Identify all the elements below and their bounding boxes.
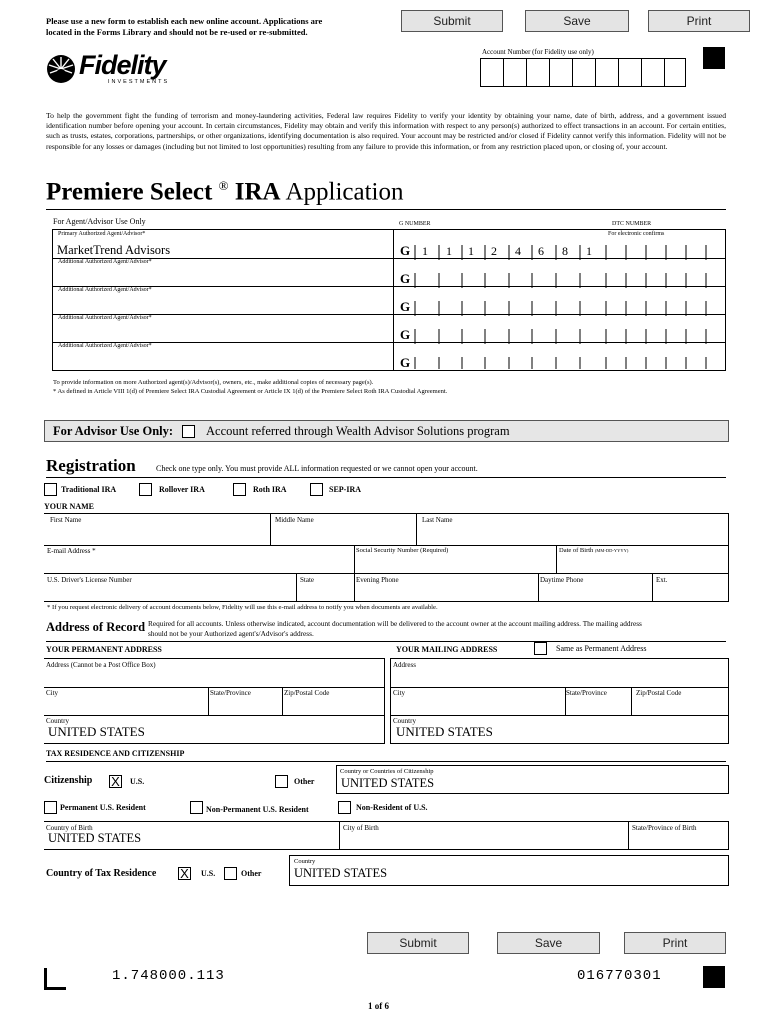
roth-ira-checkbox[interactable] bbox=[233, 483, 246, 496]
citizenship-other-label: Other bbox=[294, 777, 315, 786]
first-name-field[interactable]: First Name bbox=[50, 516, 82, 524]
tax-residence-label: Country of Tax Residence bbox=[46, 868, 157, 879]
daytime-phone-field[interactable]: Daytime Phone bbox=[540, 576, 584, 584]
address-note-1: Required for all accounts. Unless otherwise indicated, account documentation will be delivered to the account owner at the account mailing address. The mailing address bbox=[148, 619, 642, 628]
account-number-label: Account Number (for Fidelity use only) bbox=[482, 48, 594, 56]
g-prefix-row-1: G bbox=[400, 243, 411, 258]
g-digit: 8 bbox=[562, 244, 568, 258]
corner-mark-bottom-right bbox=[703, 966, 725, 988]
permanent-resident-label: Permanent U.S. Resident bbox=[60, 803, 146, 812]
same-as-permanent-checkbox[interactable] bbox=[534, 642, 547, 655]
g-digit: 1 bbox=[586, 244, 592, 258]
tax-residence-us-checkbox[interactable]: X bbox=[178, 867, 191, 880]
tax-residence-header: TAX RESIDENCE AND CITIZENSHIP bbox=[46, 749, 185, 758]
ssn-field[interactable]: Social Security Number (Required) bbox=[356, 547, 449, 554]
g-prefix-row-3: G bbox=[400, 299, 411, 314]
g-number-tick-grid bbox=[410, 240, 726, 370]
sep-ira-label: SEP-IRA bbox=[329, 485, 362, 494]
dob-format-hint: (MM-DD-YYYY) bbox=[594, 548, 629, 553]
title-part-1: Premiere Select bbox=[46, 178, 213, 206]
registration-title: Registration bbox=[46, 456, 136, 475]
sep-ira-checkbox[interactable] bbox=[310, 483, 323, 496]
logo-subtitle: INVESTMENTS bbox=[108, 79, 170, 85]
g-number-label: G NUMBER bbox=[399, 221, 431, 227]
roth-ira-label: Roth IRA bbox=[253, 485, 287, 494]
notice-line-1: Please use a new form to establish each new online account. Applications are bbox=[46, 16, 323, 26]
print-button-bottom[interactable]: Print bbox=[624, 932, 726, 954]
fidelity-starburst-icon bbox=[46, 54, 76, 84]
tax-residence-country-label: Country bbox=[294, 858, 316, 865]
agent-note-1: To provide information on more Authorized agent(s)/Advisor(s), owners, etc., make additional copies of necessary page(s). bbox=[53, 379, 374, 386]
title-part-2: IRA bbox=[234, 178, 281, 206]
g-digit: 1 bbox=[422, 244, 428, 258]
birth-info-table bbox=[44, 821, 729, 850]
country-of-birth-input[interactable]: UNITED STATES bbox=[48, 831, 142, 845]
phone-ext-field[interactable]: Ext. bbox=[656, 576, 668, 584]
primary-agent-input[interactable]: MarketTrend Advisors bbox=[57, 243, 171, 257]
tax-residence-us-label: U.S. bbox=[201, 869, 216, 878]
city-of-birth-field[interactable]: City of Birth bbox=[343, 824, 379, 832]
citizenship-us-checkbox[interactable]: X bbox=[109, 775, 122, 788]
same-as-permanent-label: Same as Permanent Address bbox=[556, 644, 647, 653]
submit-button[interactable]: Submit bbox=[401, 10, 503, 32]
fidelity-logo bbox=[46, 52, 196, 88]
last-name-field[interactable]: Last Name bbox=[422, 516, 453, 524]
page-title bbox=[46, 178, 403, 206]
g-digit: 6 bbox=[538, 244, 544, 258]
notice-line-2: located in the Forms Library and should not be re-used or re-submitted. bbox=[46, 27, 308, 37]
form-notice bbox=[46, 16, 322, 38]
mailing-city-field[interactable]: City bbox=[393, 689, 406, 697]
citizenship-countries-input[interactable]: UNITED STATES bbox=[341, 776, 435, 790]
registered-mark: ® bbox=[218, 178, 229, 193]
country-of-birth-label: Country of Birth bbox=[46, 824, 93, 832]
license-state-field[interactable]: State bbox=[300, 576, 314, 584]
permanent-address-field[interactable]: Address (Cannot be a Post Office Box) bbox=[46, 661, 156, 669]
account-number-field[interactable] bbox=[480, 58, 686, 87]
permanent-city-field[interactable]: City bbox=[46, 689, 59, 697]
corner-mark-bottom-left bbox=[44, 968, 66, 990]
tax-residence-other-label: Other bbox=[241, 869, 262, 878]
your-name-header: YOUR NAME bbox=[44, 502, 94, 511]
traditional-ira-checkbox[interactable] bbox=[44, 483, 57, 496]
g-digit: 1 bbox=[446, 244, 452, 258]
g-digit: 4 bbox=[515, 244, 521, 258]
print-button[interactable]: Print bbox=[648, 10, 750, 32]
personal-info-table bbox=[44, 513, 729, 602]
intro-paragraph: To help the government fight the funding of terrorism and money-laundering activities, Federal law requires Fidelity to verify your identity by obtaining your name, date of birth, address, and a government issued identification number before opening your account. In certain circumstances, Fidelity may obtain and verify this information with respect to any person(s) authorized to effect transactions in an account. For certain entities, such as trusts, estates, corporations, partnerships, or other organizations, identifying documentation is also required. Your account may be restricted and/or closed if Fidelity cannot verify this information. Fidelity will not be responsible for any losses or damages (including but not limited to lost opportunities) resulting from any failure to provide this information, or from any restriction placed upon, or closing of, your account. bbox=[46, 111, 726, 151]
additional-agent-label-4: Additional Authorized Agent/Advisor* bbox=[58, 343, 152, 349]
permanent-resident-checkbox[interactable] bbox=[44, 801, 57, 814]
additional-agent-label-1: Additional Authorized Agent/Advisor* bbox=[58, 259, 152, 265]
form-code-left: 1.748000.113 bbox=[112, 968, 225, 984]
non-resident-checkbox[interactable] bbox=[338, 801, 351, 814]
mailing-state-field[interactable]: State/Province bbox=[566, 689, 607, 697]
permanent-country-label: Country bbox=[46, 717, 69, 725]
rollover-ira-checkbox[interactable] bbox=[139, 483, 152, 496]
permanent-state-field[interactable]: State/Province bbox=[210, 689, 251, 697]
mailing-address-field[interactable]: Address bbox=[393, 661, 416, 669]
drivers-license-field[interactable]: U.S. Driver's License Number bbox=[47, 576, 132, 584]
wealth-advisor-text: Account referred through Wealth Advisor Solutions program bbox=[206, 424, 510, 438]
non-permanent-resident-checkbox[interactable] bbox=[190, 801, 203, 814]
mailing-zip-field[interactable]: Zip/Postal Code bbox=[636, 689, 682, 697]
middle-name-field[interactable]: Middle Name bbox=[275, 516, 314, 524]
page-number: 1 of 6 bbox=[368, 1001, 389, 1011]
advisor-only-label: For Advisor Use Only: bbox=[53, 424, 174, 438]
tax-residence-other-checkbox[interactable] bbox=[224, 867, 237, 880]
logo-wordmark: Fidelity bbox=[79, 50, 166, 80]
g-prefix-row-5: G bbox=[400, 355, 411, 370]
g-digit: 2 bbox=[491, 244, 497, 258]
save-button[interactable]: Save bbox=[525, 10, 629, 32]
citizenship-us-label: U.S. bbox=[130, 777, 145, 786]
additional-agent-label-2: Additional Authorized Agent/Advisor* bbox=[58, 287, 152, 293]
electronic-confirms-label: For electronic confirms bbox=[608, 231, 665, 237]
additional-agent-label-3: Additional Authorized Agent/Advisor* bbox=[58, 315, 152, 321]
mailing-country-input[interactable]: UNITED STATES bbox=[396, 724, 493, 739]
permanent-country-input[interactable]: UNITED STATES bbox=[48, 724, 145, 739]
g-prefix-row-4: G bbox=[400, 327, 411, 342]
evening-phone-field[interactable]: Evening Phone bbox=[356, 576, 399, 584]
mailing-address-header: YOUR MAILING ADDRESS bbox=[396, 645, 498, 654]
registration-instruction: Check one type only. You must provide ALL information requested or we cannot open your account. bbox=[156, 464, 478, 473]
agent-section-label: For Agent/Advisor Use Only bbox=[53, 217, 146, 226]
citizenship-label: Citizenship bbox=[44, 775, 93, 786]
dob-label: Date of Birth bbox=[559, 547, 594, 554]
dob-field[interactable] bbox=[559, 547, 628, 554]
non-resident-label: Non-Resident of U.S. bbox=[356, 803, 428, 812]
rollover-ira-label: Rollover IRA bbox=[159, 485, 205, 494]
dtc-number-label: DTC NUMBER bbox=[612, 221, 652, 227]
citizenship-countries-label: Country or Countries of Citizenship bbox=[340, 768, 434, 775]
advisor-only-bar bbox=[44, 420, 729, 442]
primary-agent-label: Primary Authorized Agent/Advisor* bbox=[58, 231, 146, 237]
submit-button-bottom[interactable]: Submit bbox=[367, 932, 469, 954]
address-title: Address of Record bbox=[46, 620, 146, 634]
email-field[interactable]: E-mail Address * bbox=[47, 547, 96, 555]
title-part-3: Application bbox=[285, 178, 404, 206]
g-prefix-row-2: G bbox=[400, 271, 411, 286]
save-button-bottom[interactable]: Save bbox=[497, 932, 600, 954]
address-note-2: should not be your Authorized agent's/Advisor's address. bbox=[148, 629, 314, 638]
traditional-ira-label: Traditional IRA bbox=[61, 485, 117, 494]
corner-registration-mark bbox=[703, 47, 725, 69]
g-digit: 1 bbox=[468, 244, 474, 258]
email-note: * If you request electronic delivery of account documents below, Fidelity will use this e-mail address to notify you when documents are available. bbox=[47, 604, 438, 611]
permanent-zip-field[interactable]: Zip/Postal Code bbox=[284, 689, 330, 697]
non-permanent-resident-label: Non-Permanent U.S. Resident bbox=[206, 805, 309, 814]
wealth-advisor-checkbox[interactable] bbox=[182, 425, 195, 438]
state-of-birth-field[interactable]: State/Province of Birth bbox=[632, 824, 697, 832]
form-code-right: 016770301 bbox=[577, 968, 662, 984]
agent-note-2: * As defined in Article VIII 1(d) of Premiere Select IRA Custodial Agreement or Article IX 1(d) of the Premiere Select Roth IRA Custodial Agreement. bbox=[53, 388, 448, 395]
tax-residence-country-input[interactable]: UNITED STATES bbox=[294, 866, 388, 880]
permanent-address-header: YOUR PERMANENT ADDRESS bbox=[46, 645, 162, 654]
citizenship-other-checkbox[interactable] bbox=[275, 775, 288, 788]
mailing-country-label: Country bbox=[393, 717, 416, 725]
